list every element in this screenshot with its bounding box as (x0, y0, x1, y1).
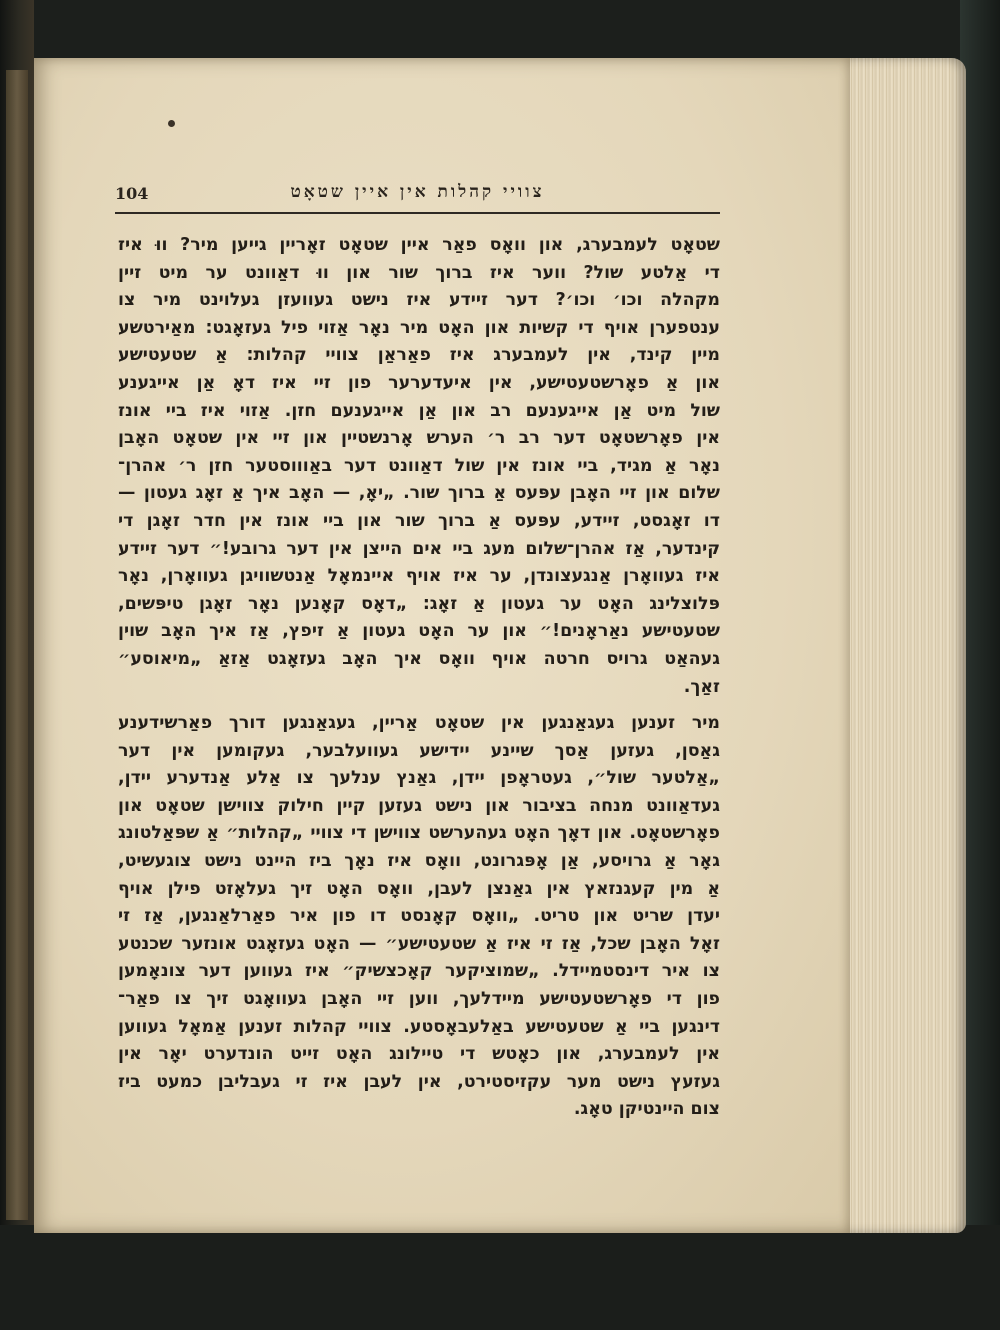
text-line: אַ מין קעגנזאץ אין גאַנצן לעבן, וואָס האָט זיך געלאָזט פילן אויף (118, 878, 720, 899)
paragraph-1 (118, 232, 720, 701)
text-line: מיר זענען געגאַנגען אין שטאָט אַריין, געגאַנגען דורך פאַרשידענע (118, 713, 720, 734)
text-line: די אַלטע שול? ווער איז ברוך שור און ווּ דאַוונט ער מיט זיין (118, 262, 720, 283)
running-title: צוויי קהלות אין איין שטאָט (290, 182, 545, 202)
paragraph-gap (118, 701, 720, 710)
text-line: געדאַוונט מנחה בציבור און נישט געזען קיין חילוק צווישן שטאָט און (118, 795, 720, 816)
text-line: שלום און זיי האָבן עפּעס אַ ברוך שור. „יאָ, — האָב איך אַ זאָג געטון — (118, 483, 720, 504)
text-line: נאָר אַ מגיד, ביי אונז אין שול דאַוונט דער באַוווסטער חזן ר׳ אהרן־ (118, 455, 720, 476)
text-line: צום היינטיקן טאָג. (573, 1099, 720, 1120)
text-line: שטאָט לעמבערג, און וואָס פאַר איין שטאָט זאָריין גייען מיר? ווּ איז (118, 235, 720, 255)
page-header (115, 182, 720, 214)
text-line: און אַ פאָרשטעטישע, אין איעדערער פון זיי איז דאָ אַן אייגענע (118, 372, 720, 393)
background-bottom (0, 1225, 1000, 1330)
text-line: שטעטישע נאַראָנים!״ און ער האָט געטון אַ זיפץ, אַז איך האָב שוין (118, 621, 720, 642)
text-line: מיין קינד, אין לעמבערג איז פאַראַן צוויי קהלות: אַ שטעטישע (118, 345, 720, 366)
text-line: צו איר דינסטמיידל. „שמוציקער קאָכצשיק״ איז געווען דער צונאָמען (118, 961, 720, 982)
text-line: פון די פאָרשטעטישע מיידלעך, ווען זיי האָבן געוואָגט זיך צו פאַר־ (118, 989, 720, 1010)
text-line: גאָר אַ גרויסע, אַן אָפּגרונט, וואָס איז נאָך ביז היינט נישט צוגעשיט, (118, 851, 720, 872)
text-line: דינגען ביי אַ שטעטישע באַלעבאָסטע. צוויי קהלות זענען אַמאָל געווען (118, 1016, 720, 1037)
page-number: 104 (115, 184, 149, 203)
text-line: געזעץ נישט מער עקזיסטירט, אין לעבן איז זי געבליבן כמעט ביז (118, 1071, 720, 1092)
paragraph-2 (118, 710, 720, 1124)
text-line: איז געוואָרן אַנגעצונדן, ער איז אויף איינמאָל אַנטשוויגן געוואָרן, נאָר (118, 566, 720, 587)
ink-spot (168, 120, 175, 127)
text-line: זאָל האָבן שכל, אַז זי איז אַ שטעטישע״ — האָט געזאָגט אונזער שכנטע (118, 933, 720, 954)
text-line: ענטפערן אויף די קשיות און האָט מיר נאָר אַזוי פיל געזאָגט: מאַירטשע (118, 317, 720, 338)
text-line: געהאַט גרויס חרטה אויף וואָס איך האָב געזאָגט אַזאַ „מיאוסע״ (118, 648, 720, 669)
text-line: אין לעמבערג, און כאָטש די טיילונג האָט זייט הונדערט יאָר אין (118, 1044, 720, 1065)
text-line: „אַלטער שול״, געטראָפן יידן, גאַנץ ענלעך צו אַלע אַנדערע יידן, (118, 768, 720, 789)
text-line: פאָרשטאָט. און דאָך האָט געהערשט צווישן די צוויי „קהלות״ אַ שפּאַלטונג (118, 823, 720, 844)
text-line: פּלוצלינג האָט ער געטון אַ זאָג: „דאָס קאָנען נאָר זאָגן טיפּשים, (118, 593, 720, 614)
book-binding-left (0, 0, 34, 1330)
page-edges (838, 58, 966, 1233)
text-line: שול מיט אַן אייגענעם רב און אַן אייגענעם חזן. אַזוי איז ביי אונז (118, 400, 720, 421)
text-line: גאַסן, געזען אַסך שיינע יידישע געוועלבער, געקומען אין דער (118, 740, 720, 761)
text-line: זאַך. (683, 676, 720, 697)
text-line: יעדן שריט און טריט. „וואָס קאָנסט דו פון איר פאַרלאַנגען, אַז זי (118, 906, 720, 927)
text-line: אין פאָרשטאָט דער רב ר׳ הערש אָרנשטיין און זיי אין שטאָט האָבן (118, 428, 720, 449)
text-line: דו זאָגסט, זיידע, עפּעס אַ ברוך שור און ביי אונז אין חדר זאָגן די (118, 510, 720, 531)
text-line: קינדער, אַז אהרן־שלום מעג ביי אים הייצן אין דער גרובע!״ דער זיידע (118, 538, 720, 559)
background-right (960, 0, 1000, 1330)
text-line: מקהלה וכו׳ וכו׳? דער זיידע איז נישט געוועזן געלוינט מיר צו (118, 290, 720, 311)
body-text (118, 232, 720, 1124)
